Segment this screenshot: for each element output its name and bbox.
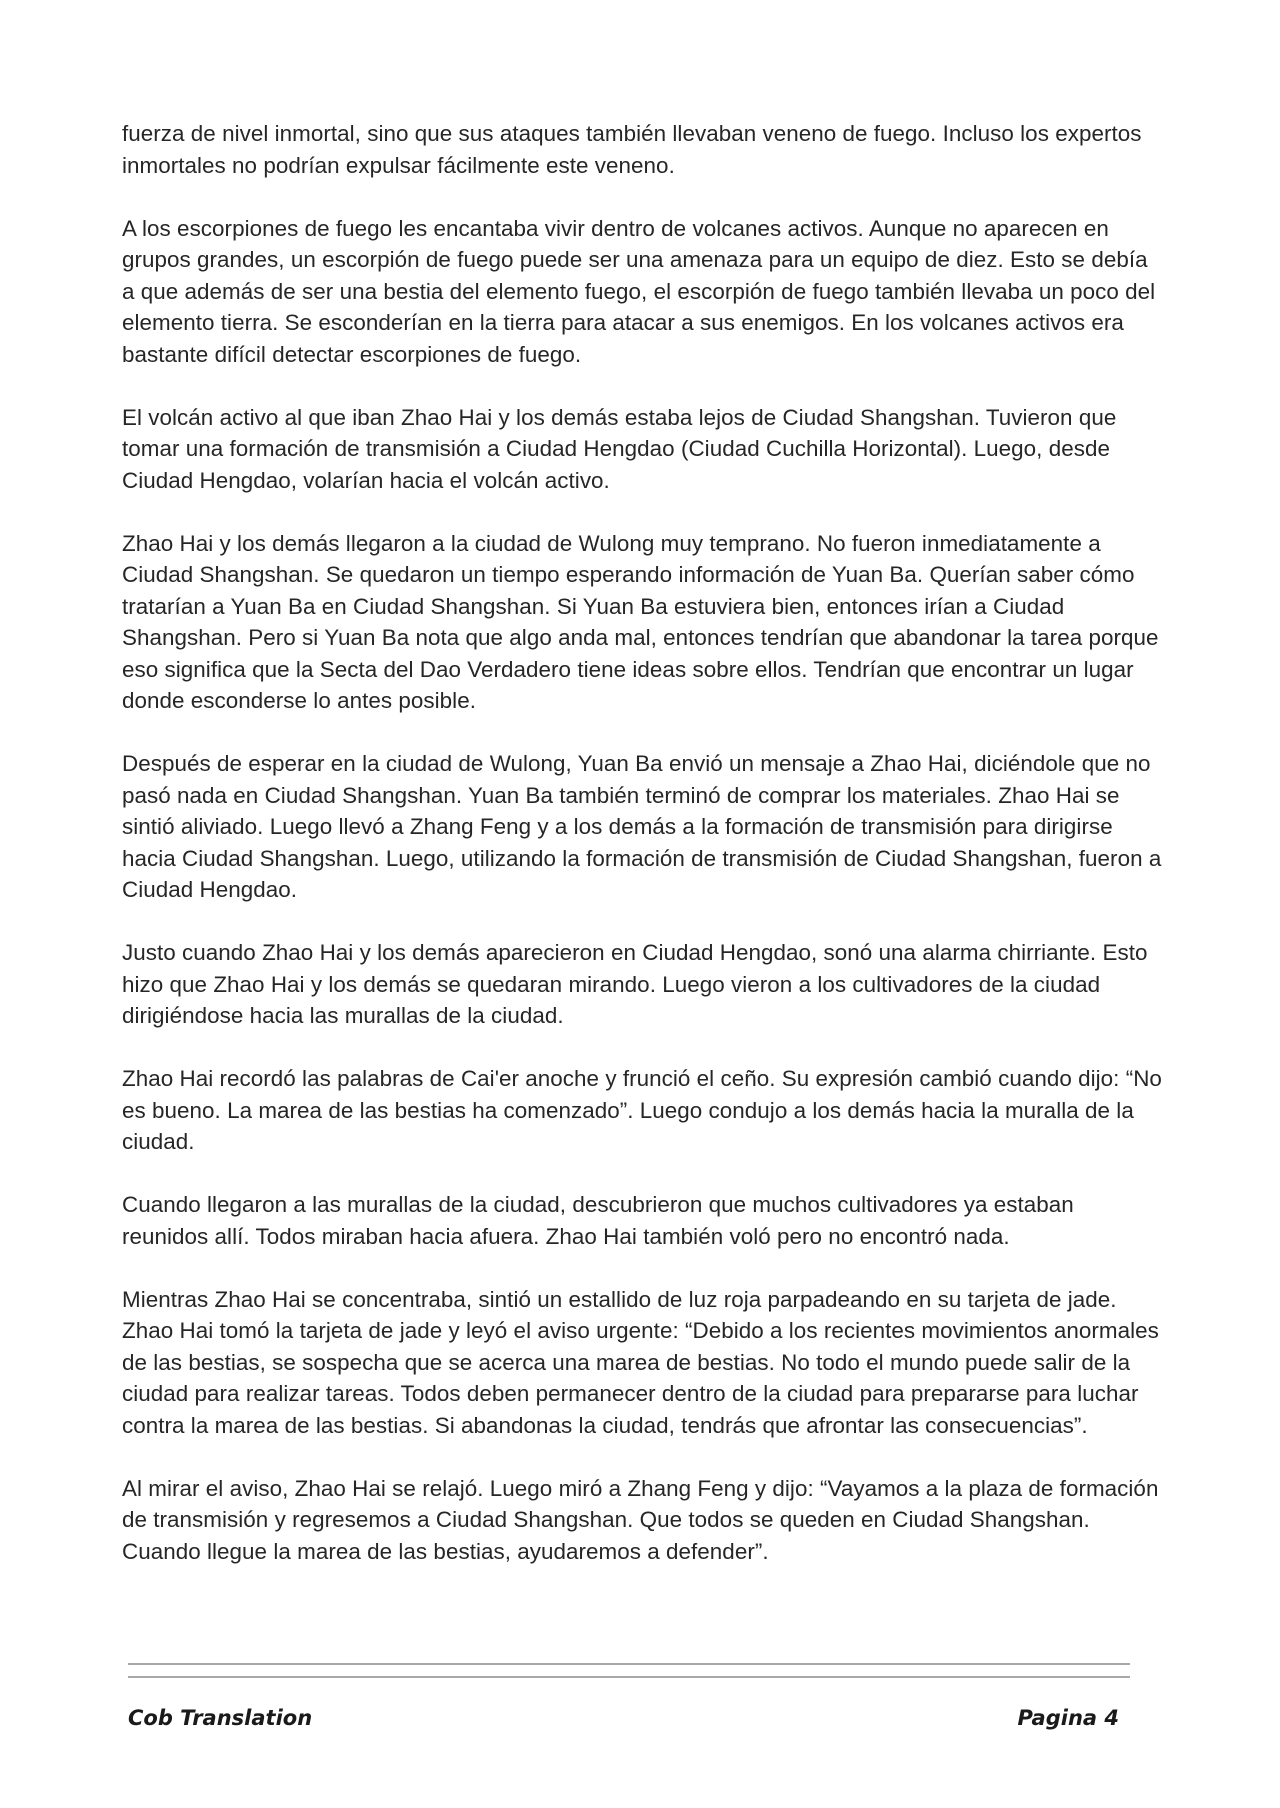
paragraph: El volcán activo al que iban Zhao Hai y los demás estaba lejos de Ciudad Shangshan. Tuvieron que tomar una formación de transmisión a Ciudad Hengdao (Ciudad Cuchilla Horizontal). Luego, desde Ciudad Hengdao, volarían hacia el volcán activo. (122, 404, 1117, 493)
paragraph: Mientras Zhao Hai se concentraba, sintió un estallido de luz roja parpadeando en su tarjeta de jade. Zhao Hai tomó la tarjeta de jade y leyó el aviso urgente: “Debido a los recientes movimientos anormales de las bestias, se sospecha que se acerca una marea de bestias. No todo el mundo puede salir de la ciudad para realizar tareas. Todos deben permanecer dentro de la ciudad para prepararse para luchar contra la marea de las bestias. Si abandonas la ciudad, tendrás que afrontar las consecuencias”. (122, 1286, 1159, 1438)
footer-page-number: Pagina 4 (1017, 1706, 1119, 1730)
paragraph: Justo cuando Zhao Hai y los demás aparecieron en Ciudad Hengdao, sonó una alarma chirriante. Esto hizo que Zhao Hai y los demás se quedaran mirando. Luego vieron a los cultivadores de la ciudad dirigiéndose hacia las murallas de la ciudad. (122, 940, 1148, 1028)
paragraph: Zhao Hai recordó las palabras de Cai'er anoche y frunció el ceño. Su expresión cambió cuando dijo: “No es bueno. La marea de las bestias ha comenzado”. Luego condujo a los demás hacia la muralla de la ciudad. (122, 1066, 1162, 1154)
document-body (122, 118, 1162, 1599)
footer-translator-credit: Cob Translation (128, 1706, 313, 1730)
paragraph: fuerza de nivel inmortal, sino que sus ataques también llevaban veneno de fuego. Incluso los expertos inmortales no podrían expulsar fácilmente este veneno. (122, 121, 1142, 178)
paragraph: Zhao Hai y los demás llegaron a la ciudad de Wulong muy temprano. No fueron inmediatamente a Ciudad Shangshan. Se quedaron un tiempo esperando información de Yuan Ba. Querían saber cómo tratarían a Yuan Ba en Ciudad Shangshan. Si Yuan Ba estuviera bien, entonces irían a Ciudad Shangshan. Pero si Yuan Ba nota que algo anda mal, entonces tendrían que abandonar la tarea porque eso significa que la Secta del Dao Verdadero tiene ideas sobre ellos. Tendrían que encontrar un lugar donde esconderse lo antes posible. (122, 530, 1159, 713)
paragraph: Cuando llegaron a las murallas de la ciudad, descubrieron que muchos cultivadores ya estaban reunidos allí. Todos miraban hacia afuera. Zhao Hai también voló pero no encontró nada. (122, 1192, 1074, 1249)
paragraph: A los escorpiones de fuego les encantaba vivir dentro de volcanes activos. Aunque no aparecen en grupos grandes, un escorpión de fuego puede ser una amenaza para un equipo de diez. Esto se debía a que además de ser una bestia del elemento fuego, el escorpión de fuego también llevaba un poco del elemento tierra. Se esconderían en la tierra para atacar a sus enemigos. En los volcanes activos era bastante difícil detectar escorpiones de fuego. (122, 215, 1156, 367)
footer-divider-bottom (128, 1676, 1130, 1678)
paragraph: Después de esperar en la ciudad de Wulong, Yuan Ba envió un mensaje a Zhao Hai, diciéndole que no pasó nada en Ciudad Shangshan. Yuan Ba también terminó de comprar los materiales. Zhao Hai se sintió aliviado. Luego llevó a Zhang Feng y a los demás a la formación de transmisión para dirigirse hacia Ciudad Shangshan. Luego, utilizando la formación de transmisión de Ciudad Shangshan, fueron a Ciudad Hengdao. (122, 751, 1162, 902)
paragraph: Al mirar el aviso, Zhao Hai se relajó. Luego miró a Zhang Feng y dijo: “Vayamos a la plaza de formación de transmisión y regresemos a Ciudad Shangshan. Que todos se queden en Ciudad Shangshan. Cuando llegue la marea de las bestias, ayudaremos a defender”. (122, 1475, 1159, 1564)
footer-divider-top (128, 1663, 1130, 1665)
